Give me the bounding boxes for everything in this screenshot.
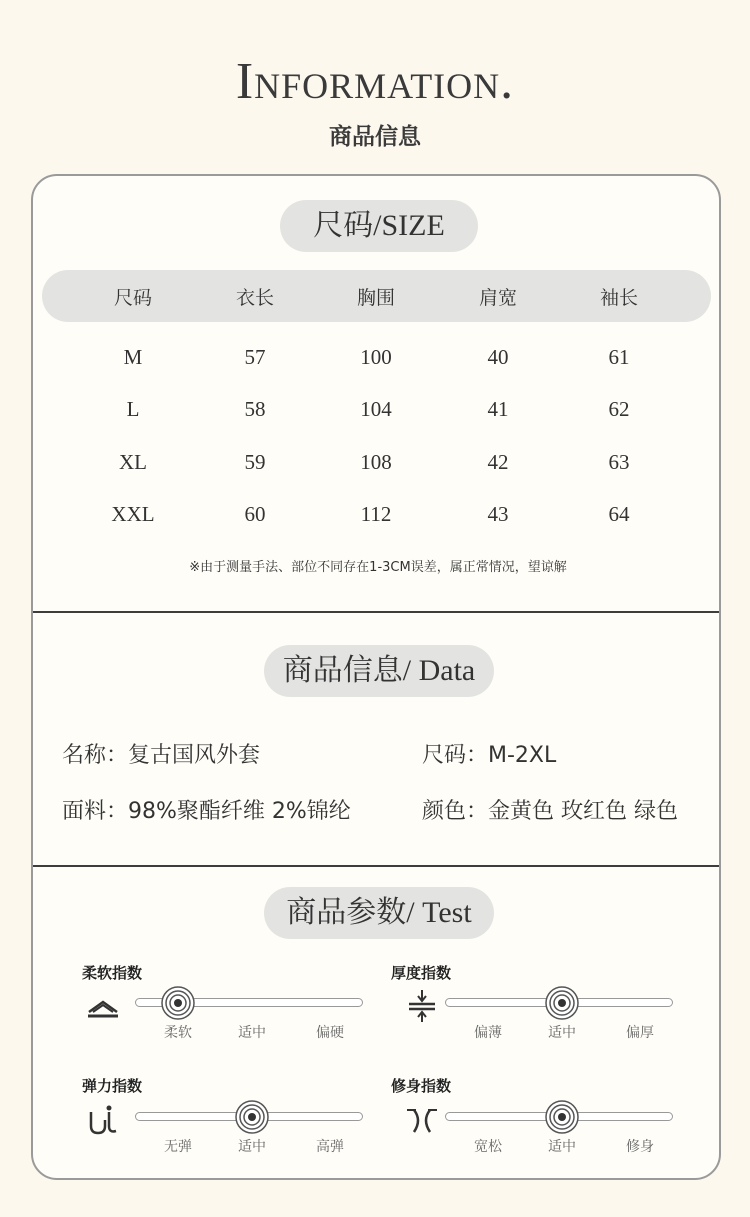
elasticity-icon <box>85 1102 121 1138</box>
meter-level-label: 修身 <box>626 1139 654 1155</box>
table-cell: 40 <box>487 345 509 369</box>
test-section-title: 商品参数/ Test <box>264 887 494 939</box>
meter-knob <box>161 986 195 1020</box>
page-title-en: Information. <box>235 53 515 110</box>
product-material: 面料：98%聚酯纤维 2%锦纶 <box>62 799 351 824</box>
table-cell: 58 <box>244 397 266 421</box>
meter-knob <box>545 1100 579 1134</box>
table-cell: M <box>123 345 143 369</box>
table-cell: 60 <box>244 502 266 526</box>
meter-title: 弹力指数 <box>82 1077 143 1095</box>
size-table-header <box>42 270 711 322</box>
table-cell: 42 <box>487 450 509 474</box>
column-header-length: 衣长 <box>235 287 274 309</box>
meter-knob <box>235 1100 269 1134</box>
softness-icon <box>85 988 121 1024</box>
column-header-chest: 胸围 <box>356 287 395 309</box>
table-cell: 112 <box>360 502 392 526</box>
table-cell: 100 <box>360 345 392 369</box>
table-cell: 64 <box>608 502 630 526</box>
meter-level-label: 高弹 <box>316 1139 344 1155</box>
meter-level-label: 偏薄 <box>474 1025 502 1041</box>
table-cell: 43 <box>487 502 509 526</box>
table-cell: 63 <box>608 450 630 474</box>
table-cell: L <box>126 397 140 421</box>
product-size-range: 尺码：M-2XL <box>422 743 557 768</box>
table-cell: 61 <box>608 345 630 369</box>
meter-level-label: 偏硬 <box>316 1025 344 1041</box>
page-title-cn: 商品信息 <box>329 124 421 150</box>
meter-title: 柔软指数 <box>82 964 143 982</box>
table-cell: XL <box>119 450 147 474</box>
meter-level-label: 适中 <box>548 1139 576 1155</box>
meter-level-label: 偏厚 <box>626 1025 654 1041</box>
meter-title: 修身指数 <box>391 1077 452 1095</box>
fit-icon <box>404 1102 440 1138</box>
meter-knob <box>545 986 579 1020</box>
meter-level-label: 适中 <box>238 1139 266 1155</box>
table-cell: 41 <box>487 397 509 421</box>
section-divider <box>33 865 719 867</box>
table-cell: 57 <box>244 345 266 369</box>
table-cell: 62 <box>608 397 630 421</box>
thickness-icon <box>404 988 440 1024</box>
section-divider <box>33 611 719 613</box>
info-card <box>31 174 721 1180</box>
meter-level-label: 适中 <box>238 1025 266 1041</box>
meter-level-label: 宽松 <box>474 1139 502 1155</box>
column-header-shoulder: 肩宽 <box>478 287 517 309</box>
column-header-size: 尺码 <box>113 287 152 309</box>
data-section-title: 商品信息/ Data <box>264 645 494 697</box>
meter-level-label: 无弹 <box>164 1139 192 1155</box>
meter-level-label: 适中 <box>548 1025 576 1041</box>
table-cell: 108 <box>360 450 392 474</box>
product-colors: 颜色：金黄色 玫红色 绿色 <box>422 799 678 824</box>
table-cell: XXL <box>111 502 155 526</box>
product-name: 名称：复古国风外套 <box>62 743 261 768</box>
table-cell: 104 <box>360 397 392 421</box>
meter-title: 厚度指数 <box>391 964 452 982</box>
meter-level-label: 柔软 <box>164 1025 192 1041</box>
table-cell: 59 <box>244 450 266 474</box>
size-section-title: 尺码/SIZE <box>280 200 478 252</box>
measurement-note: ※由于测量手法、部位不同存在1-3CM误差，属正常情况，望谅解 <box>189 560 567 575</box>
column-header-sleeve: 袖长 <box>599 287 638 309</box>
